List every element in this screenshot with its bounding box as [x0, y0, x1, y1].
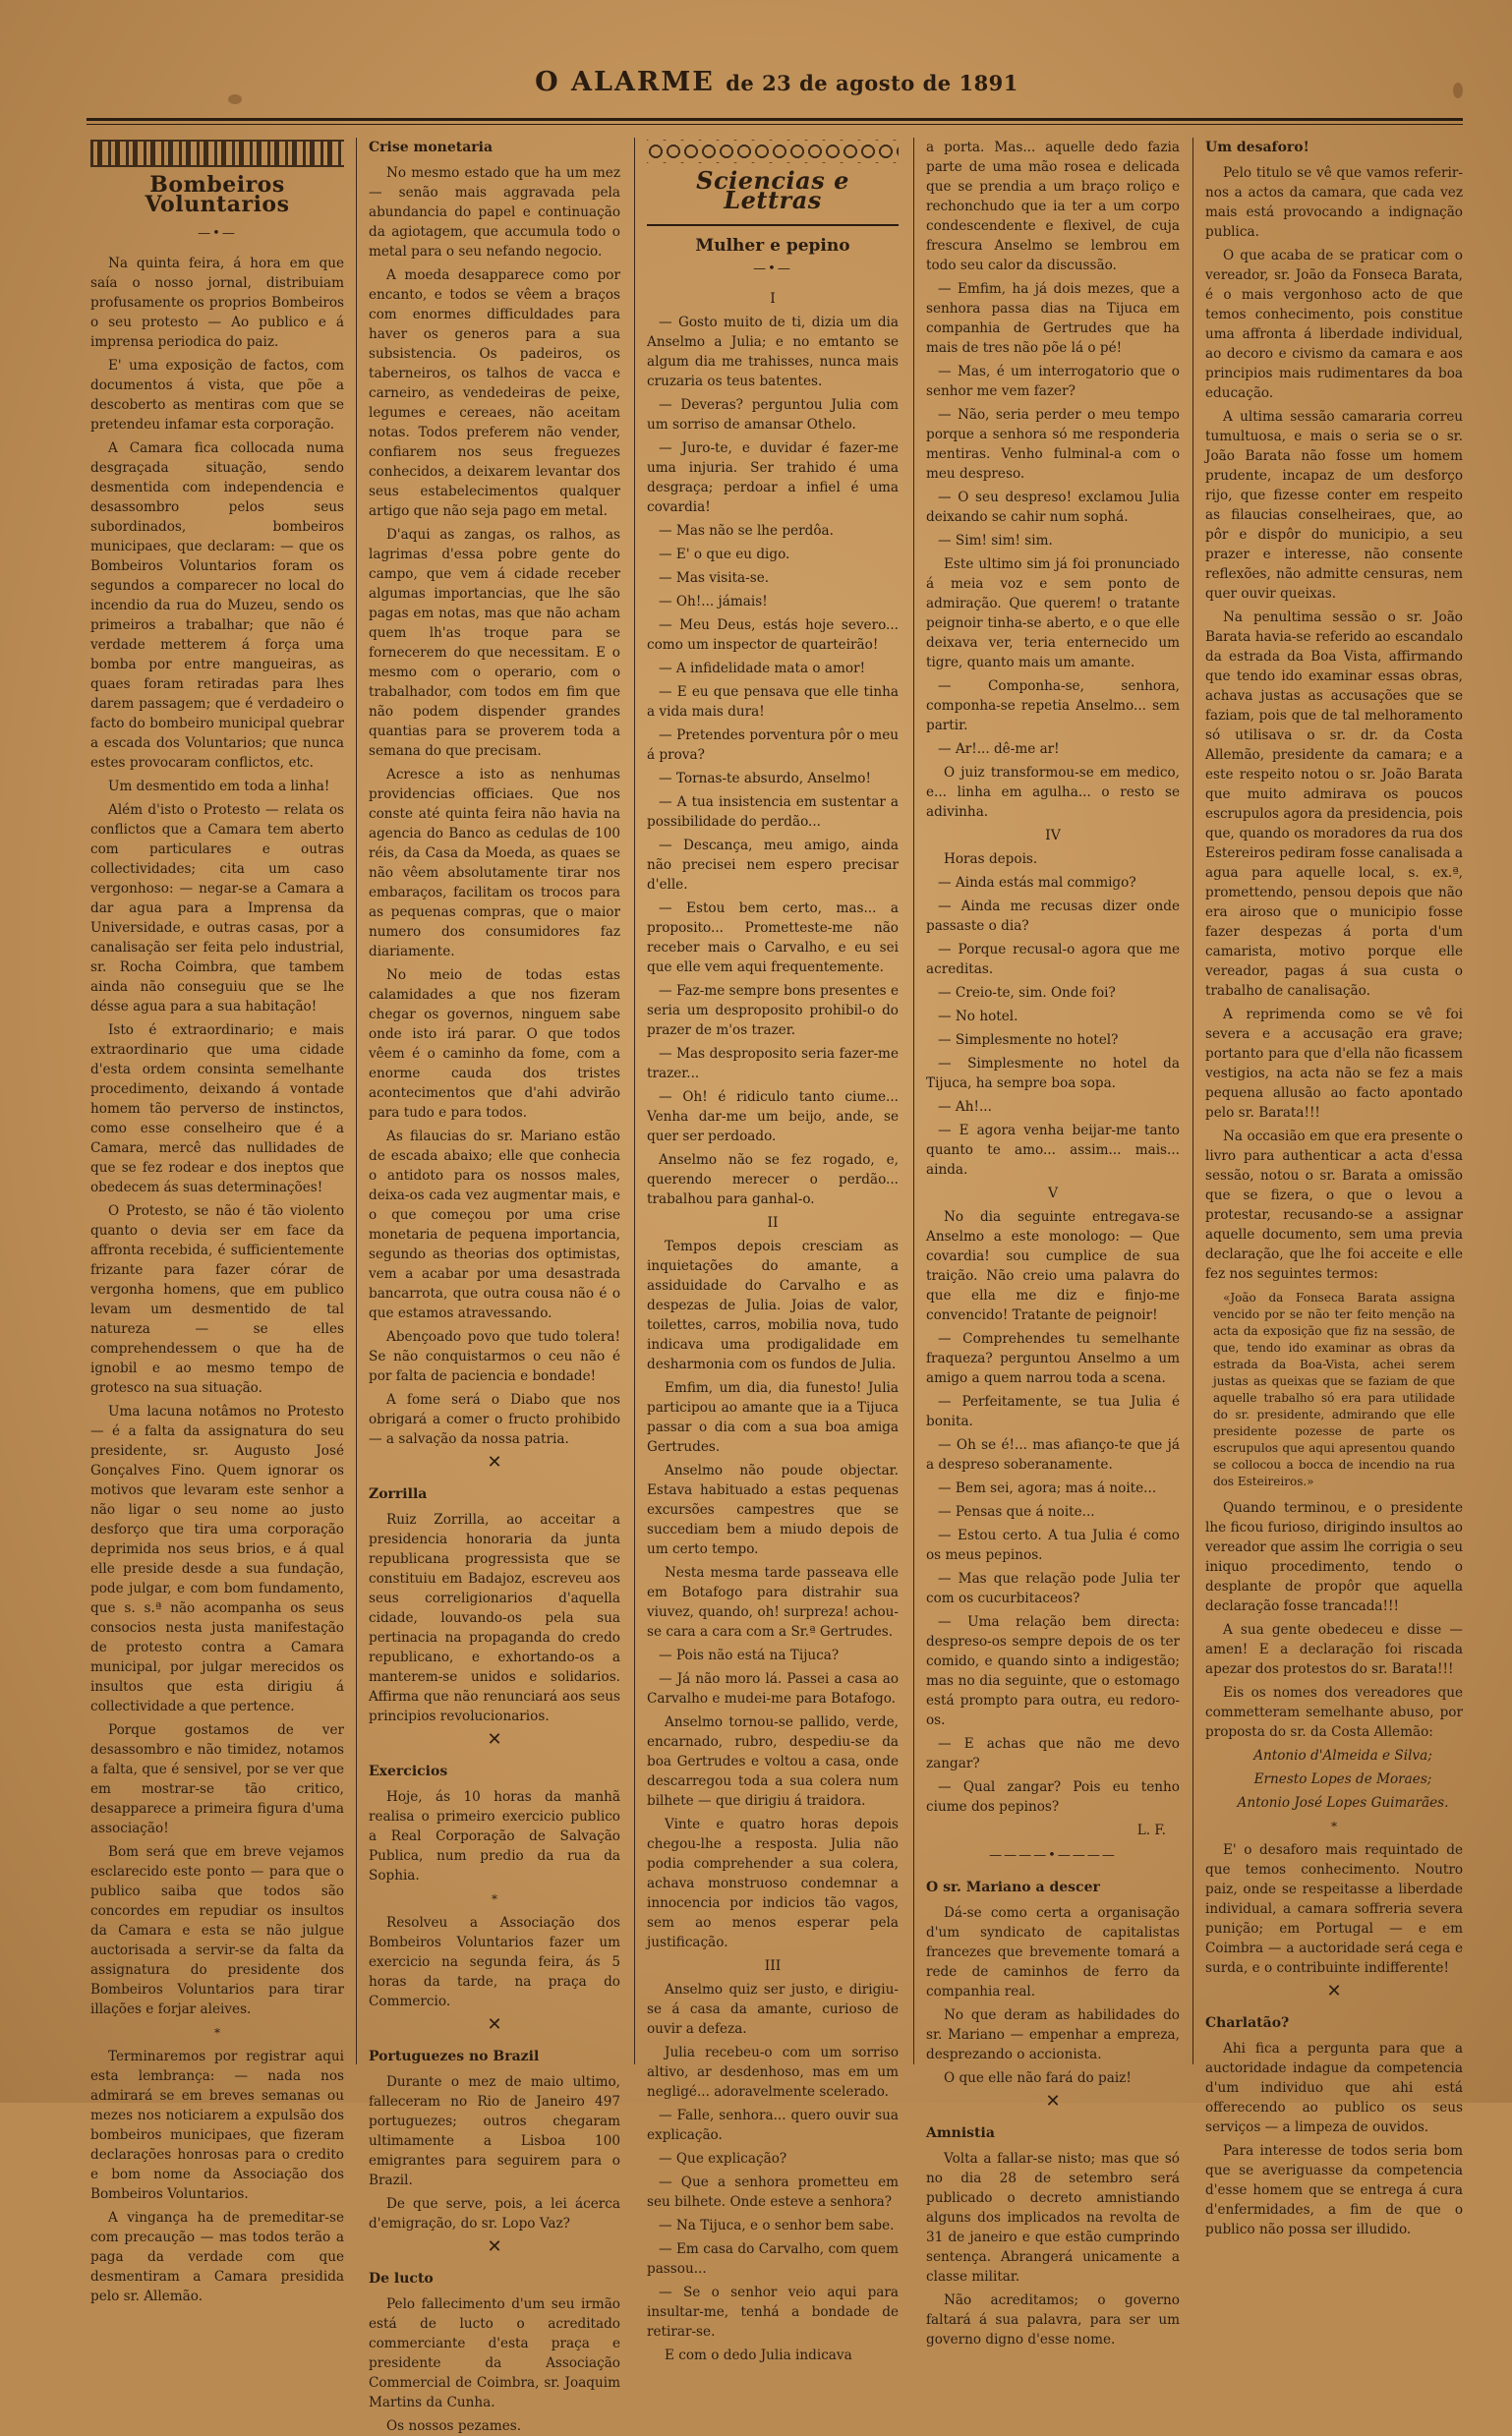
name-line: Antonio d'Almeida e Silva;	[1253, 1748, 1432, 1764]
column-5	[1205, 138, 1464, 2237]
paragraph: Horas depois.	[944, 851, 1038, 867]
paragraph: Este ultimo sim já foi pronunciado á meia voz e sem ponto de admiração. Que querem! o tratante peignoir tinha-se aberto, e o que elle deixava ver, teria enternecido um tigre, quanto mais um amante.	[926, 556, 1180, 670]
paragraph: D'aqui as zangas, os ralhos, as lagrimas d'essa pobre gente do campo, que vem á cidade receber algumas importancias, que lhe são pagas em notas, mas que não acham quem lh'as troque para se fornecerem do que necessitam. E o mesmo com o operario, com o trabalhador, com todos em fim que não podem dispender grandes quantias para se proverem toda a semana do que precisam.	[369, 527, 620, 759]
paragraph: — Em casa do Carvalho, com quem passou...	[647, 2241, 899, 2277]
paragraph: O que elle não fará do paiz!	[944, 2070, 1132, 2086]
paragraph: — Ar!... dê-me ar!	[938, 741, 1060, 757]
column-rule	[356, 138, 357, 2064]
name-line: Antonio José Lopes Guimarães.	[1237, 1795, 1449, 1811]
paragraph: — Creio-te, sim. Onde foi?	[938, 985, 1116, 1001]
heading-um-desaforo: Um desaforo!	[1205, 140, 1309, 155]
separator-star: *	[1331, 1820, 1337, 1833]
heading-de-lucto: De lucto	[369, 2271, 434, 2287]
paragraph: Além d'isto o Protesto — relata os conflictos que a Camara tem aberto com particulares e outras collectividades; cita um caso vergonhoso: — negar-se a Camara a dar agua para a Imprensa da Universidade, e outras casas, por a canalisação ser feita pelo industrial, sr. Rocha Coimbra, que tambem ainda não conseguiu que se lhe désse agua para a sua habitação!	[90, 802, 344, 1015]
paragraph: A sua gente obedeceu e disse — amen! E a declaração foi riscada apezar dos protestos do sr. Barata!!!	[1205, 1622, 1463, 1677]
signature: L. F.	[1136, 1823, 1166, 1838]
paragraph: — Já não moro lá. Passei a casa ao Carvalho e mudei-me para Botafogo.	[647, 1671, 899, 1707]
paragraph: — Componha-se, senhora, componha-se repetia Anselmo... sem partir.	[926, 678, 1180, 733]
paragraph: Os nossos pezames.	[386, 2418, 522, 2434]
paragraph: Ruiz Zorrilla, ao acceitar a presidencia honoraria da junta republicana progressista que se constituiu em Badajoz, escreveu aos seus correligionarios d'aquella cidade, louvando-os pela sua pertinacia na propaganda do credo republicano, e exhortando-os a manterem-se unidos e solidarios. Affirma que não renunciará aos seus principios revolucionarios.	[369, 1512, 620, 1724]
paragraph: — Ainda me recusas dizer onde passaste o dia?	[926, 899, 1180, 934]
paragraph: Na penultima sessão o sr. João Barata havia-se referido ao escandalo da estrada da Boa Vista, affirmando que tendo ido examinar essas obras, achava justas as accusações que se faziam, pois que de tal melhoramento só utilisava o sr. dr. da Costa Allemão, presidente da camara; e a este respeito notou o sr. João Barata que muito admirava os poucos escrupulos agora da presidencia, pois que, quando os moradores da rua dos Estereiros pediram fosse canalisada a agua para aquelle local, s. ex.ª, promettendo, pensou depois que não era airoso que o municipio fosse fazer despezas á porta d'um camarista, motivo porque elle vereador, pagas á sua custa o trabalho de canalisação.	[1205, 609, 1464, 999]
section-title-sciencias-e-lettras: Sciencias e Lettras	[696, 166, 849, 214]
heading-portuguezes-no-brazil: Portuguezes no Brazil	[369, 2049, 540, 2064]
paragraph: — O seu despreso! exclamou Julia deixando se cahir num sophá.	[926, 490, 1180, 525]
paragraph: Ahi fica a pergunta para que a auctoridade indague da competencia d'um individuo que ahi está offerecendo ao publico os seus serviços — a limpeza de ouvidos.	[1205, 2041, 1463, 2135]
paragraph: — Simplesmente no hotel da Tijuca, ha sempre boa sopa.	[926, 1056, 1180, 1091]
paragraph: A fome será o Diabo que nos obrigará a comer o fructo prohibido — a salvação da nossa patria.	[369, 1392, 620, 1447]
paragraph: — Mas visita-se.	[659, 570, 770, 586]
paragraph: — Meu Deus, estás hoje severo... como um inspector de quarteirão!	[647, 617, 899, 653]
column-4	[926, 138, 1180, 2348]
paragraph: — Uma relação bem directa: despreso-os sempre depois de os ter comido, e quando sinto a indigestão; mas no dia seguinte, que o estomago está prompto para outra, eu redoro-os.	[926, 1614, 1180, 1728]
column-rule	[634, 138, 635, 2064]
paragraph: Na occasião em que era presente o livro para authenticar a acta d'essa sessão, notou o sr. Barata a omissão que se fizera, o que o levou a protestar, recusando-se a assignar aquelle documento, sem uma previa declaração, que lhe foi acceite e elle fez nos seguintes termos:	[1205, 1129, 1463, 1282]
separator-star: *	[492, 1892, 497, 1906]
paragraph: E com o dedo Julia indicava	[665, 2348, 852, 2363]
column-rule	[1192, 138, 1193, 2064]
separator-cross: ✕	[487, 2014, 502, 2035]
paragraph: — E eu que pensava que elle tinha a vida mais dura!	[647, 684, 899, 720]
paragraph: — Comprehendes tu semelhante fraqueza? perguntou Anselmo a um amigo a quem narrou toda a scena.	[926, 1331, 1180, 1386]
masthead-rule-thin	[87, 124, 1463, 125]
paragraph: — E' o que eu digo.	[659, 547, 790, 562]
masthead	[88, 67, 1465, 106]
paragraph: — Bem sei, agora; mas á noite...	[938, 1480, 1157, 1496]
paragraph: — Oh se é!... mas afianço-te que já a despreso soberanamente.	[926, 1437, 1180, 1473]
paragraph: — Pois não está na Tijuca?	[659, 1648, 840, 1663]
paragraph: — Gosto muito de ti, dizia um dia Anselmo a Julia; e no emtanto se algum dia me trahisses, nunca mais cruzaria os teus batentes.	[647, 315, 899, 389]
paragraph: Tempos depois cresciam as inquietações do amante, a assiduidade do Carvalho e as despezas de Julia. Joias de valor, toilettes, carros, mobilia nova, tudo indicava uma prodigalidade em desharmonia com os fundos de Julia.	[647, 1239, 899, 1372]
paragraph: — Mas desproposito seria fazer-me trazer...	[647, 1046, 899, 1081]
heading-crise-monetaria: Crise monetaria	[369, 140, 494, 155]
paragraph: A Camara fica collocada numa desgraçada situação, sendo desmentida com independencia e desassombro pelos seus subordinados, bombeiros municipaes, que declaram: — que os Bombeiros Voluntarios foram os segundos a comparecer no local do incendio da rua do Muzeu, sendo os primeiros a trabalhar; que não é verdade metterem á força uma bomba por entre mangueiras, as quaes foram retiradas para lhes darem passagem; que é verdadeiro o facto do bombeiro municipal quebrar a escada dos Voluntarios; que nunca estes provocaram conflictos, etc.	[90, 440, 344, 771]
paragraph: — Que explicação?	[659, 2151, 787, 2167]
paragraph: Anselmo não poude objectar. Estava habituado a estas pequenas excursões campestres que se succediam bem a miudo depois de um certo tempo.	[647, 1463, 899, 1557]
separator-dot: —•—	[753, 261, 792, 276]
paragraph: Pelo fallecimento d'um seu irmão está de lucto o acreditado commerciante d'esta praça e presidente da Associação Commercial de Coimbra, sr. Joaquim Martins da Cunha.	[369, 2296, 620, 2410]
paragraph: — Emfim, ha já dois mezes, que a senhora passa dias na Tijuca em companhia de Gertrudes que ha mais de tres não põe lá o pé!	[926, 281, 1180, 356]
paragraph: Emfim, um dia, dia funesto! Julia participou ao amante que ia a Tijuca passar o dia com a sua boa amiga Gertrudes.	[647, 1380, 899, 1455]
paragraph: Vinte e quatro horas depois chegou-lhe a resposta. Julia não podia comprehender a sua colera, achava monstruoso condemnar a innocencia por indicios tão vagos, sem ao menos esperar pela justificação.	[647, 1817, 899, 1950]
paragraph: Volta a fallar-se nisto; mas que só no dia 28 de setembro será publicado o decreto amnistiando alguns dos implicados na revolta de 31 de janeiro e que estão cumprindo sentença. Abrangerá unicamente a classe militar.	[926, 2151, 1180, 2285]
separator-cross: ✕	[487, 1729, 502, 1750]
masthead-date: de 23 de agosto de 1891	[726, 71, 1018, 95]
heading-charlatao: Charlatão?	[1205, 2015, 1290, 2031]
paragraph: — Na Tijuca, e o senhor bem sabe.	[659, 2218, 895, 2233]
paragraph: Para interesse de todos seria bom que se averiguasse da competencia d'esse homem que se entrega á cura d'enfermidades, a fim de que o publico não possa ser illudido.	[1205, 2143, 1463, 2237]
paragraph: — E agora venha beijar-me tanto quanto te amo... assim... mais... ainda.	[926, 1123, 1180, 1178]
paragraph: Anselmo quiz ser justo, e dirigiu-se á casa da amante, curioso de ouvir a defeza.	[647, 1982, 899, 2037]
column-1	[90, 138, 344, 2304]
paragraph: Terminaremos por registrar aqui esta lembrança: — nada nos admirará se em breves semanas ou mezes nos noticiarem a expulsão dos bombeiros municipaes, que fizeram declarações honrosas para o credito e bom nome da Associação dos Bombeiros Voluntarios.	[90, 2049, 344, 2202]
paragraph: No mesmo estado que ha um mez — senão mais aggravada pela abundancia do papel e continuação da agiotagem, que accumula todo o metal para o seu nefando negocio.	[369, 165, 620, 260]
section-rule	[647, 224, 899, 226]
paragraph: Eis os nomes dos vereadores que commetteram semelhante abuso, por proposta do sr. da Costa Allemão:	[1205, 1685, 1463, 1740]
paragraph: De que serve, pois, a lei ácerca d'emigração, do sr. Lopo Vaz?	[369, 2196, 620, 2232]
paragraph: — Perfeitamente, se tua Julia é bonita.	[926, 1394, 1180, 1429]
chapter-number: IV	[1045, 828, 1061, 843]
paragraph: Porque gostamos de ver desassombro e não timidez, notamos a falta, que é sensivel, por se ver que em mostrar-se tão critico, desapparece a primeira figura d'uma associação!	[90, 1722, 344, 1836]
paragraph: O juiz transformou-se em medico, e... linha em agulha... o resto se adivinha.	[926, 765, 1180, 820]
paragraph: E' uma exposição de factos, com documentos á vista, que põe a descoberto as mentiras com que se pretendeu infamar esta corporação.	[90, 358, 344, 433]
paragraph: — Tornas-te absurdo, Anselmo!	[659, 771, 871, 786]
paragraph: Uma lacuna notâmos no Protesto — é a falta da assignatura do seu presidente, sr. Augusto José Gonçalves Fino. Quem ignorar os motivos que levaram este senhor a não ligar o seu nome ao justo desforço que tira uma corporação deprimida nos seus brios, e á qual elle preside desde a sua fundação, pode julgar, e com bom fundamento, que s. s.ª não acompanha os seus consocios nesta justa manifestação de protesto contra a Camara municipal, por julgar merecidos os insultos que esta dirigiu á collectividade a que pertence.	[90, 1404, 344, 1714]
paragraph: Julia recebeu-o com um sorriso altivo, ar desdenhoso, mas em um negligé... adoravelmente scelerado.	[647, 2045, 899, 2100]
paragraph: — Oh! é ridiculo tanto ciume... Venha dar-me um beijo, ande, se quer ser perdoado.	[647, 1089, 899, 1144]
paragraph: Não acreditamos; o governo faltará á sua palavra, para ser um governo digno d'esse nome.	[926, 2292, 1180, 2348]
separator-cross: ✕	[487, 1452, 502, 1473]
paragraph: No meio de todas estas calamidades a que nos fizeram chegar os governos, ninguem sabe onde isto irá parar. O que todos vêem é o caminho da fome, com a enorme cauda dos tristes acontecimentos que d'ahi advirão para tudo e para todos.	[369, 967, 620, 1121]
heading-exercicios: Exercicios	[369, 1764, 448, 1779]
paragraph: — Pretendes porventura pôr o meu á prova?	[647, 727, 899, 763]
paragraph: — Porque recusal-o agora que me acreditas.	[926, 942, 1180, 977]
paragraph: Dá-se como certa a organisação d'um syndicato de capitalistas francezes que brevemente tomará a rede de caminhos de ferro da companhia real.	[926, 1905, 1180, 2000]
paragraph: — Simplesmente no hotel?	[938, 1032, 1119, 1048]
paragraph: As filaucias do sr. Mariano estão de escada abaixo; elle que conhecia o antidoto para os nossos males, deixa-os cada vez augmentar mais, e o que começou por uma crise monetaria de pequena importancia, segundo as theorias dos optimistas, vem a acabar por uma desastrada bancarrota, que outra cousa não é o que estamos atravessando.	[369, 1129, 620, 1321]
column-rule	[913, 138, 914, 2064]
paragraph: E' o desaforo mais requintado de que temos conhecimento. Noutro paiz, onde se respeitasse a liberdade individual, a camara soffreria severa punição; em Portugal — e em Coimbra — a auctoridade será cega e surda, e o contribuinte indifferente!	[1205, 1842, 1463, 1976]
masthead-rule	[87, 118, 1463, 121]
paragraph: — Que a senhora prometteu em seu bilhete. Onde esteve a senhora?	[647, 2175, 899, 2210]
paragraph: Acresce a isto as nenhumas providencias officiaes. Que nos conste até quinta feira não havia na agencia do Banco as cedulas de 100 réis, da Casa da Moeda, as quaes se não vêem absolutamente tirar nos embaraços, facilitam os trocos para as pequenas compras, que o maior numero dos consumidores faz diariamente.	[369, 767, 620, 959]
paragraph: — Não, seria perder o meu tempo porque a senhora só me responderia mentiras. Venho fulminal-a com o meu despreso.	[926, 407, 1180, 482]
paragraph: A vingança ha de premeditar-se com precaução — mas todos terão a paga da verdade com que desmentiram a Camara presidida pelo sr. Allemão.	[90, 2210, 344, 2304]
quoted-declaration: «João da Fonseca Barata assigna vencido por se não ter feito menção na acta da exposição que fiz na sessão, de que, tendo ido examinar as obras da estrada da Boa-Vista, achei serem justas as queixas que se faziam de que aquelle trabalho só era para utilidade do sr. presidente, admirando que elle presidente pozesse de parte os escrupulos que aqui apresentou quando se collocou a bocca de incendio na rua dos Esteireiros.»	[1213, 1291, 1455, 1488]
paragraph: Quando terminou, e o presidente lhe ficou furioso, dirigindo insultos ao vereador que assim lhe corrigia o seu iniquo procedimento, tendo o desplante de propôr que aquella declaração fosse trancada!!!	[1205, 1500, 1463, 1614]
paragraph: — Deveras? perguntou Julia com um sorriso de amansar Othelo.	[647, 397, 899, 433]
paragraph: — Falle, senhora... quero ouvir sua explicação.	[647, 2108, 899, 2143]
ornament-chain	[647, 140, 899, 163]
paragraph: No que deram as habilidades do sr. Mariano — empenhar a empreza, desprezando o accionista.	[926, 2007, 1180, 2062]
paragraph: — Mas que relação pode Julia ter com os cucurbitaceos?	[926, 1571, 1180, 1606]
masthead-name: O ALARME	[535, 67, 715, 97]
paragraph: Nesta mesma tarde passeava elle em Botafogo para distrahir sua viuvez, quando, oh! surpreza! achou-se cara a cara com a Sr.ª Gertrudes.	[647, 1565, 899, 1640]
paragraph: A reprimenda como se vê foi severa e a accusação era grave; portanto para que d'ella não ficassem vestigios, na acta não se fez a mais pequena allusão ao facto apontado pelo sr. Barata!!!	[1205, 1007, 1463, 1121]
paragraph: Hoje, ás 10 horas da manhã realisa o primeiro exercicio publico a Real Corporação de Salvação Publica, num predio da rua da Sophia.	[369, 1789, 620, 1884]
paragraph: No dia seguinte entregava-se Anselmo a este monologo: — Que covardia! sou cumplice de sua traição. Não creio uma palavra do que ella me diz e finjo-me convencido! Tratante de peignoir!	[926, 1209, 1180, 1323]
chapter-number: I	[770, 291, 776, 307]
paragraph: Pelo titulo se vê que vamos referir-nos a actos da camara, que cada vez mais está provocando a indignação publica.	[1205, 165, 1463, 240]
paragraph: — Juro-te, e duvidar é fazer-me uma injuria. Ser trahido é uma desgraça; perdoar a infiel é uma covardia!	[647, 440, 899, 515]
paragraph: — Faz-me sempre bons presentes e seria um desproposito prohibil-o do prazer de m'os trazer.	[647, 983, 899, 1038]
separator-cross: ✕	[1045, 2091, 1061, 2112]
paragraph: A ultima sessão camararia correu tumultuosa, e mais o seria se o sr. João Barata não fosse um homem prudente, incapaz de um desforço rijo, que fizesse conter em respeito as filaucias conselheiraes, que, ao pôr e dispôr do municipio, a seu prazer e interesse, não consente reflexões, não admitte censuras, nem quer ouvir queixas.	[1205, 409, 1463, 602]
paragraph: — Mas, é um interrogatorio que o senhor me vem fazer?	[926, 364, 1180, 399]
paragraph: A moeda desapparece como por encanto, e todos se vêem a braços com enormes difficuldades para haver os generos para a sua subsistencia. Os padeiros, os taberneiros, os talhos de vacca e carneiro, as vendedeiras de peixe, legumes e cereaes, não aceitam notas. Todos preferem não vender, confiarem nos seus freguezes conhecidos, a deixarem levantar dos seus estabelecimentos qualquer artigo que não seja pago em metal.	[369, 267, 620, 519]
paragraph: Durante o mez de maio ultimo, falleceram no Rio de Janeiro 497 portuguezes; outros chegaram ultimamente a Lisboa 100 emigrantes para seguirem para o Brazil.	[369, 2074, 620, 2188]
paragraph: O Protesto, se não é tão violento quanto o devia ser em face da affronta recebida, é sufficientemente frizante para fazer córar de vergonha homens, que em publico levam um desmentido de tal natureza — se elles comprehendessem o que ha de ignobil e ao mesmo tempo de grotesco na sua situação.	[90, 1203, 344, 1396]
chapter-number: III	[764, 1958, 782, 1974]
column-3	[647, 138, 899, 2363]
paragraph: — No hotel.	[938, 1009, 1018, 1024]
heading-zorrilla: Zorrilla	[369, 1486, 428, 1502]
chapter-number: V	[1047, 1186, 1059, 1201]
separator-cross: ✕	[1326, 1981, 1342, 2001]
paragraph: — Se o senhor veio aqui para insultar-me, tenhá a bondade de retirar-se.	[647, 2285, 899, 2340]
paragraph: — Qual zangar? Pois eu tenho ciume dos pepinos?	[926, 1779, 1180, 1815]
paragraph: Isto é extraordinario; e mais extraordinario que uma cidade d'esta ordem consinta semelhante procedimento, deixando á vontade homem tão perverso de instinctos, como esse conselheiro que é a Camara, mercê das nullidades de que se fez rodear e dos ineptos que obedecem ás suas determinações!	[90, 1022, 344, 1195]
separator-star: *	[214, 2026, 220, 2040]
paragraph: Resolveu a Associação dos Bombeiros Voluntarios fazer um exercicio na segunda feira, ás 5 horas da tarde, na praça do Commercio.	[369, 1915, 620, 2009]
heading-amnistia: Amnistia	[926, 2125, 995, 2141]
separator-cross: ✕	[487, 2236, 502, 2257]
paragraph: — Estou bem certo, mas... a proposito... Prometteste-me não receber mais o Carvalho, e eu sei que elle vem aqui frequentemente.	[647, 900, 899, 975]
article-title-bombeiros: Bombeiros Voluntarios	[145, 172, 290, 217]
paragraph: — Sim! sim! sim.	[938, 533, 1053, 549]
paragraph: Abençoado povo que tudo tolera! Se não conquistarmos o ceu não é por falta de paciencia e bondade!	[369, 1329, 620, 1384]
paragraph: — Ah!...	[938, 1099, 992, 1115]
ornament-border	[90, 140, 344, 167]
paragraph: — Descança, meu amigo, ainda não precisei nem espero precisar d'elle.	[647, 838, 899, 893]
paragraph: — Pensas que á noite...	[938, 1504, 1095, 1520]
paragraph: O que acaba de se praticar com o vereador, sr. João da Fonseca Barata, é o mais vergonhoso acto de que temos conhecimento, pois constitue uma affronta á liberdade individual, ao decoro e civismo da camara e aos principios mais rudimentares da boa educação.	[1205, 248, 1463, 401]
paragraph: Anselmo não se fez rogado, e, querendo merecer o perdão... trabalhou para ganhal-o.	[647, 1152, 899, 1207]
paragraph: Na quinta feira, á hora em que saía o nosso jornal, distribuiam profusamente os proprios Bombeiros o seu protesto — Ao publico e á imprensa periodica do paiz.	[90, 256, 344, 350]
chapter-number: II	[767, 1215, 779, 1231]
name-line: Ernesto Lopes de Moraes;	[1253, 1771, 1432, 1787]
separator-dot: ————•————	[989, 1848, 1117, 1863]
paragraph: Bom será que em breve vejamos esclarecido este ponto — para que o publico saiba que todos são concordes em repudiar os insultos da Camara e esta se não julgue auctorisada a servir-se da falta da assignatura do presidente dos Bombeiros Voluntarios para tirar illações e forjar aleives.	[90, 1844, 344, 2017]
paragraph: Anselmo tornou-se pallido, verde, encarnado, rubro, despediu-se da boa Gertrudes e voltou a casa, onde descarregou toda a sua colera num bilhete — que dirigiu á traidora.	[647, 1714, 899, 1809]
paragraph: — Mas não se lhe perdôa.	[659, 523, 834, 539]
paragraph: Um desmentido em toda a linha!	[108, 779, 330, 794]
paragraph: a porta. Mas... aquelle dedo fazia parte de uma mão rosea e delicada que se prendia a um braço roliço e rechonchudo que ia ter a um corpo condescendente e flexivel, de cuja frescura Anselmo se lembrou em todo seu calor da discussão.	[926, 140, 1180, 273]
separator-dot: —•—	[198, 226, 237, 241]
paragraph: — A tua insistencia em sustentar a possibilidade do perdão...	[647, 794, 899, 830]
paragraph: — Ainda estás mal commigo?	[938, 875, 1136, 891]
story-title: Mulher e pepino	[695, 236, 850, 256]
paragraph: — Estou certo. A tua Julia é como os meus pepinos.	[926, 1528, 1180, 1563]
paragraph: — A infidelidade mata o amor!	[659, 661, 866, 676]
paragraph: — E achas que não me devo zangar?	[926, 1736, 1180, 1771]
column-2	[369, 138, 620, 2434]
paragraph: — Oh!... jámais!	[659, 594, 768, 609]
heading-mariano-a-descer: O sr. Mariano a descer	[926, 1880, 1100, 1895]
